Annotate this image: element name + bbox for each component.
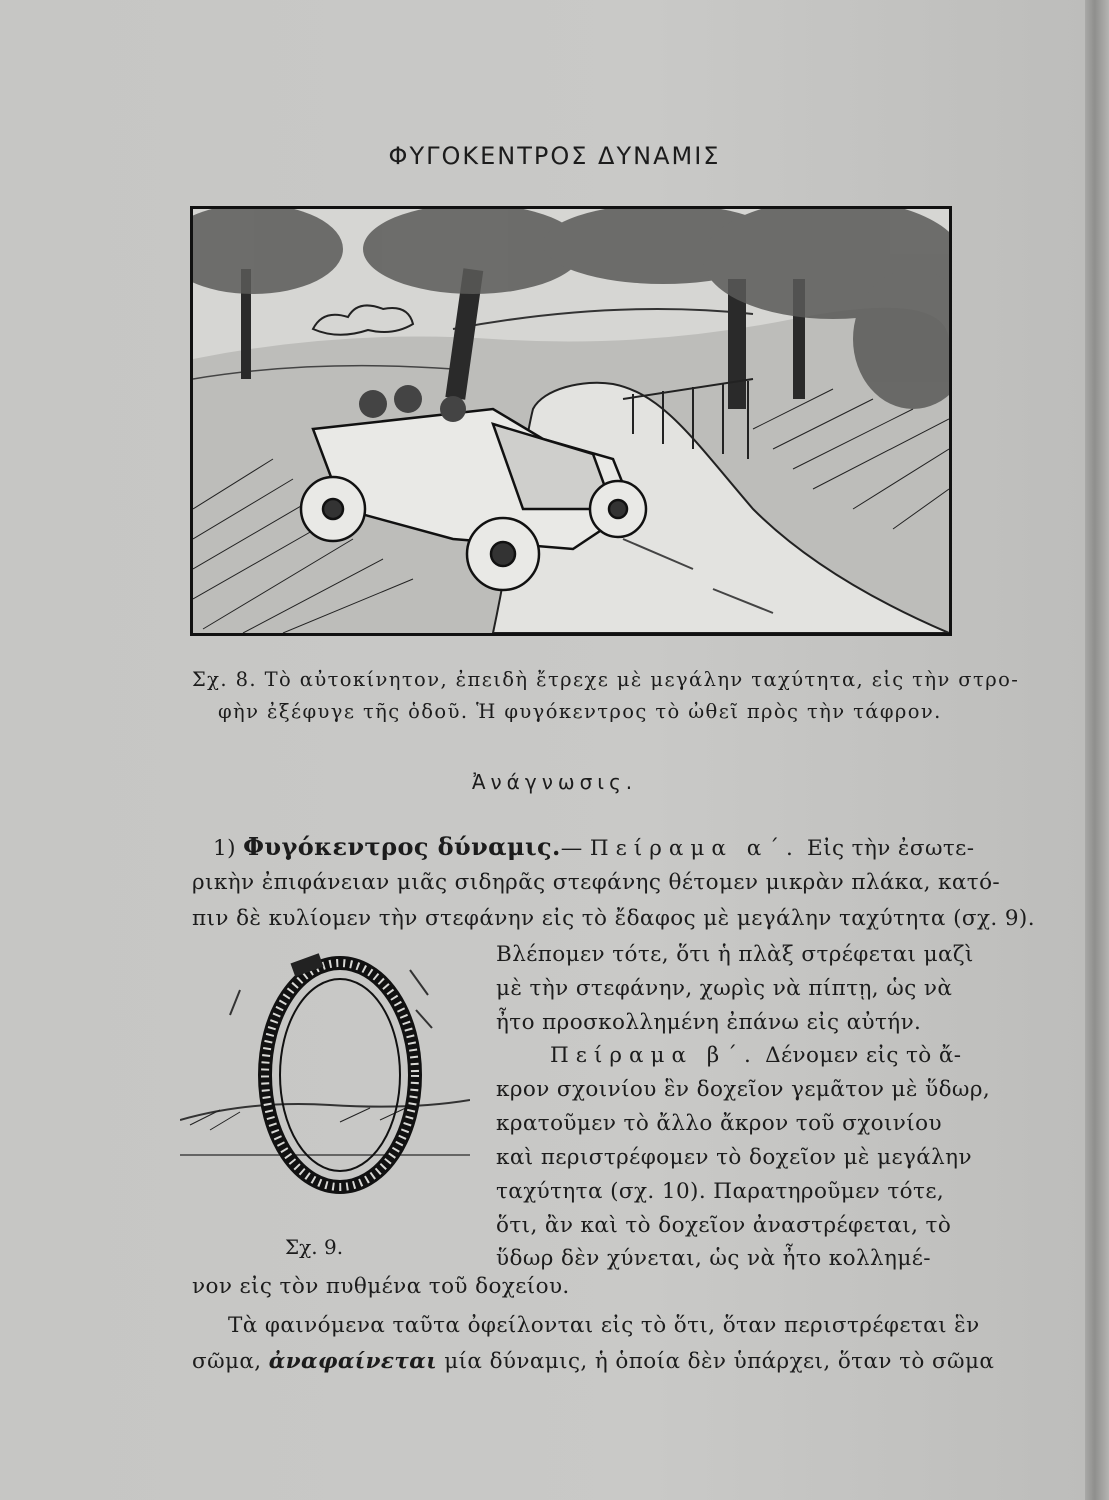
closing-line-1: Τὰ φαινόμενα ταῦτα ὀφείλονται εἰς τὸ ὅτι, ὅταν περιστρέφεται ἓν	[228, 1313, 980, 1338]
text-line: κρον σχοινίου ἓν δοχεῖον γεμᾶτον μὲ ὕδωρ,	[496, 1077, 991, 1102]
figure-9-illustration	[180, 950, 470, 1200]
experiment-a-label: Πείραμα α΄.	[589, 836, 800, 861]
section-heading: Ἀνάγνωσις.	[471, 770, 638, 794]
paragraph-2-line-1	[550, 1043, 961, 1068]
closing-text-end: μία δύναμις, ἡ ὁποία δὲν ὑπάρχει, ὅταν τὸ σῶμα	[444, 1349, 995, 1374]
text-line: Βλέπομεν τότε, ὅτι ἡ πλὰξ στρέφεται μαζὶ	[496, 942, 974, 967]
text-line: Εἰς τὴν ἐσωτε-	[807, 836, 975, 861]
title-dash: —	[560, 836, 583, 861]
text-line: καὶ περιστρέφομεν τὸ δοχεῖον μὲ μεγάλην	[496, 1145, 972, 1170]
closing-text-start: σῶμα,	[192, 1349, 262, 1374]
text-line: μὲ τὴν στεφάνην, χωρὶς νὰ πίπτῃ, ὡς νὰ	[496, 976, 953, 1001]
text-line: ρικὴν ἐπιφάνειαν μιᾶς σιδηρᾶς στεφάνης θέτομεν μικρὰν πλάκα, κατό-	[192, 870, 1001, 895]
experiment-b-label: Πείραμα β΄.	[550, 1043, 758, 1068]
figure-8-caption-line-1: Σχ. 8. Τὸ αὐτοκίνητον, ἐπειδὴ ἔτρεχε μὲ μεγάλην ταχύτητα, εἰς τὴν στρο-	[192, 668, 1020, 691]
text-line: νον εἰς τὸν πυθμένα τοῦ δοχείου.	[192, 1274, 570, 1299]
paragraph-1-line-1	[213, 832, 974, 861]
text-line: ἦτο προσκολλημένη ἐπάνω εἰς αὐτήν.	[496, 1010, 922, 1035]
text-line: ὕδωρ δὲν χύνεται, ὡς νὰ ἦτο κολλημέ-	[496, 1246, 931, 1271]
text-line: ταχύτητα (σχ. 10). Παρατηροῦμεν τότε,	[496, 1179, 945, 1204]
section-number: 1)	[213, 836, 236, 861]
running-title: ΦΥΓΟΚΕΝΤΡΟΣ ΔΥΝΑΜΙΣ	[388, 142, 721, 170]
text-line: ὅτι, ἂν καὶ τὸ δοχεῖον ἀναστρέφεται, τὸ	[496, 1213, 952, 1238]
figure-8-caption-line-2: φὴν ἐξέφυγε τῆς ὁδοῦ. Ἡ φυγόκεντρος τὸ ὠθεῖ πρὸς τὴν τάφρον.	[218, 700, 942, 723]
text-line: Δένομεν εἰς τὸ ἄ-	[765, 1043, 962, 1068]
text-line: κρατοῦμεν τὸ ἄλλο ἄκρον τοῦ σχοινίου	[496, 1111, 942, 1136]
text-line: πιν δὲ κυλίομεν τὴν στεφάνην εἰς τὸ ἔδαφος μὲ μεγάλην ταχύτητα (σχ. 9).	[192, 906, 1035, 931]
figure-8-illustration	[190, 206, 952, 636]
emphasized-word: ἀναφαίνεται	[268, 1349, 437, 1374]
closing-line-2	[192, 1349, 994, 1374]
section-title: Φυγόκεντρος δύναμις.	[243, 832, 561, 861]
figure-9-caption: Σχ. 9.	[285, 1235, 344, 1259]
page-binding	[1085, 0, 1109, 1500]
